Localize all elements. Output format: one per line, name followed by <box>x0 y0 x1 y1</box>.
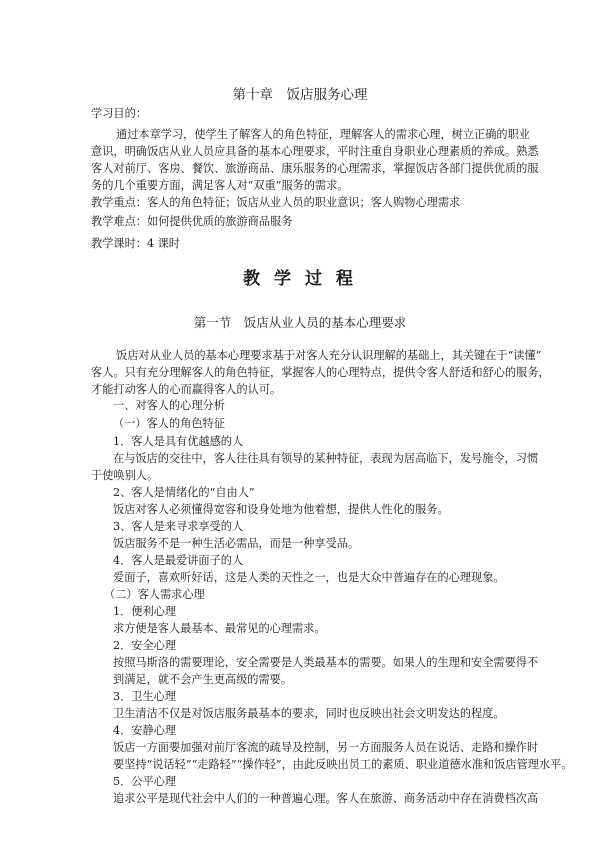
list-item-heading: 4．安静心理 <box>113 724 177 737</box>
list-item-heading: 1．客人是具有优越感的人 <box>113 435 244 448</box>
list-item-text: 卫生清洁不仅是对饭店服务最基本的要求，同时也反映出社会文明发达的程度。 <box>113 707 505 720</box>
list-item-text: 要坚持“说话轻”“走路轻”“操作轻”，由此反映出员工的素质、职业道德水准和饭店管理水平。 <box>113 758 573 771</box>
list-item-heading: 1．便利心理 <box>113 605 177 618</box>
list-item-text: 到满足，就不会产生更高级的需要。 <box>113 673 293 686</box>
list-item-heading: 2、客人是情绪化的“自由人” <box>113 486 255 499</box>
objectives-line: 通过本章学习，使学生了解客人的角色特征，理解客人的需求心理，树立正确的职业 <box>116 128 530 141</box>
list-item-text: 于使唤别人。 <box>91 469 159 482</box>
list-item-heading: 3．卫生心理 <box>113 690 177 703</box>
list-item-text: 饭店服务不是一种生活必需品，而是一种享受品。 <box>113 537 360 550</box>
list-item-text: 按照马斯洛的需要理论，安全需要是人类最基本的需要。如果人的生理和安全需要得不 <box>113 656 539 669</box>
list-item-heading: 2．安全心理 <box>113 639 177 652</box>
objectives-heading: 学习目的： <box>91 107 147 120</box>
list-item-text: 饭店一方面要加强对前厅客流的疏导及控制，另一方面服务人员在说话、走路和操作时 <box>113 741 539 754</box>
list-item-text: 求方便是客人最基本、最常见的心理需求。 <box>113 622 326 635</box>
process-title: 教 学 过 程 <box>243 269 357 289</box>
list-item-text: 在与饭店的交往中，客人往往具有领导的某种特征，表现为居高临下，发号施令，习惯 <box>113 452 539 465</box>
part-one-heading: 一、对客人的心理分析 <box>113 399 225 412</box>
objectives-line: 意识，明确饭店从业人员应具备的基本心理要求，平时注重自身职业心理素质的养成。熟悉 <box>91 145 539 158</box>
subsection-heading: （二）客人需求心理 <box>104 588 205 601</box>
intro-line: 才能打动客人的心而赢得客人的认可。 <box>91 383 282 396</box>
list-item-heading: 5．公平心理 <box>113 775 177 788</box>
intro-line: 饭店对从业人员的基本心理要求基于对客人充分认识理解的基础上，其关键在于“读懂” <box>116 349 542 362</box>
intro-line: 客人。只有充分理解客人的角色特征，掌握客人的心理特点，提供令客人舒适和舒心的服务， <box>91 366 550 379</box>
teaching-hours: 教学课时：4 课时 <box>91 237 180 250</box>
list-item-text: 追求公平是现代社会中人们的一种普遍心理。客人在旅游、商务活动中存在消费档次高 <box>113 792 539 805</box>
key-points: 教学重点：客人的角色特征；饭店从业人员的职业意识；客人购物心理需求 <box>91 196 461 209</box>
subsection-heading: （一）客人的角色特征 <box>113 417 225 430</box>
section-title: 第一节 饭店从业人员的基本心理要求 <box>193 315 407 330</box>
list-item-text: 爱面子，喜欢听好话，这是人类的天性之一，也是大众中普遍存在的心理现象。 <box>113 571 505 584</box>
list-item-heading: 4．客人是最爱讲面子的人 <box>113 554 244 567</box>
list-item-text: 饭店对客人必须懂得宽容和设身处地为他着想，提供人性化的服务。 <box>113 503 449 516</box>
list-item-heading: 3、客人是来寻求享受的人 <box>113 520 244 533</box>
chapter-title: 第十章 饭店服务心理 <box>232 87 368 103</box>
difficulties: 教学难点：如何提供优质的旅游商品服务 <box>91 215 293 228</box>
objectives-line: 务的几个重要方面，满足客人对“双重”服务的需求。 <box>91 179 349 192</box>
objectives-line: 客人对前厅、客房、餐饮、旅游商品、康乐服务的心理需求，掌握饭店各部门提供优质的服 <box>91 162 539 175</box>
